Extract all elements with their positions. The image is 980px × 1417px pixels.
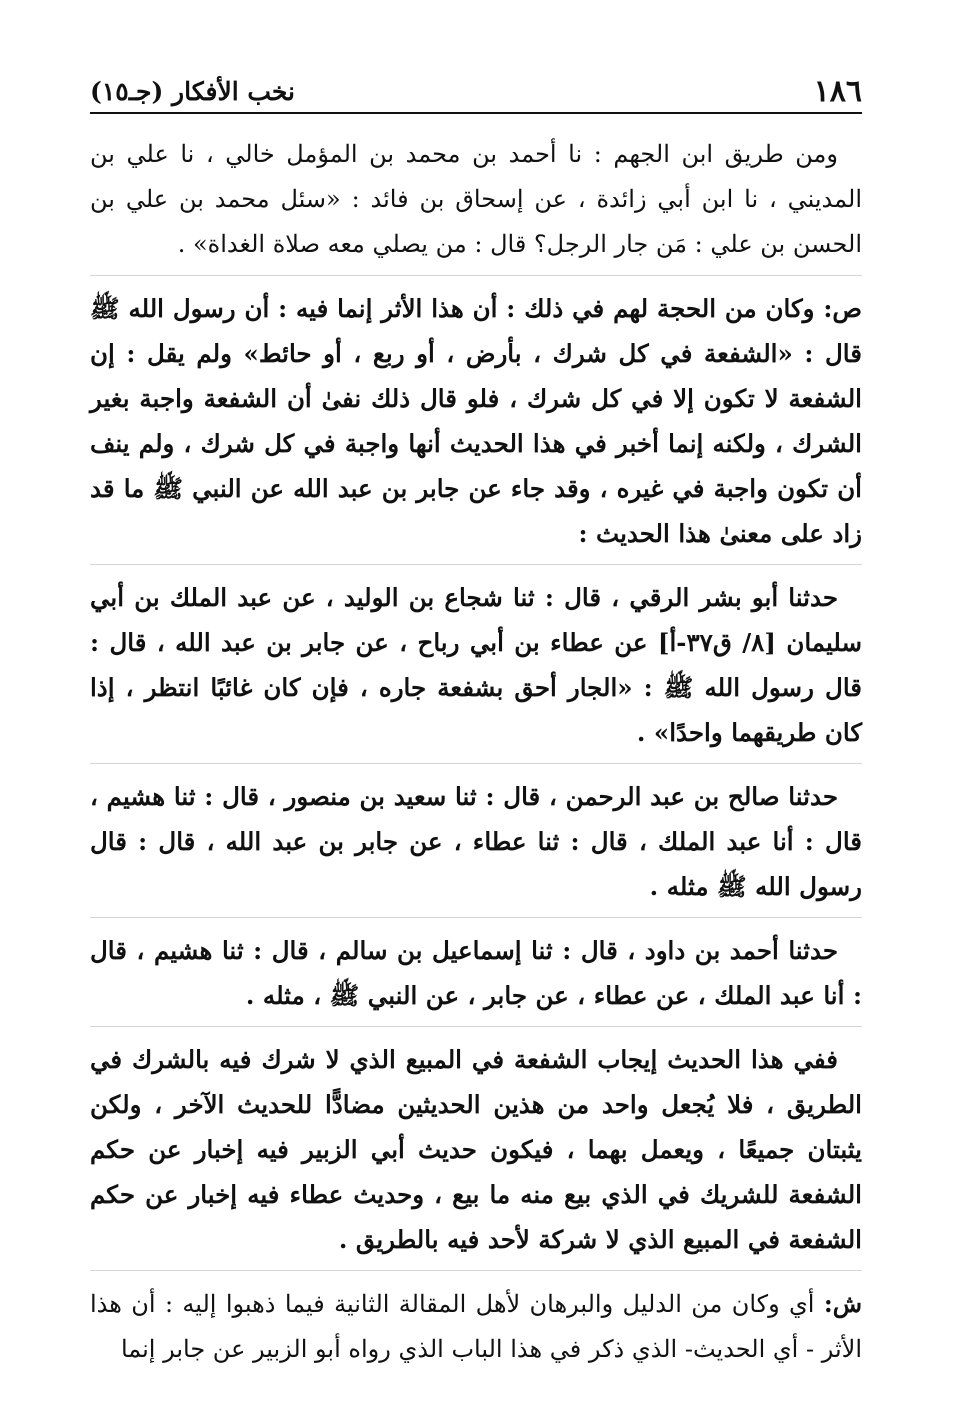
- paragraph-6: [90, 1037, 862, 1262]
- paragraph-text: ففي هذا الحديث إيجاب الشفعة في المبيع الذي لا شرك فيه بالشرك في الطريق ، فلا يُجعل واحد من هذين الحديثين مضادًّا للحديث الآخر ، ولكن يثبتان جميعًا ، ويعمل بهما ، فيكون حديث أبي الزبير فيه إخبار عن حكم الشفعة للشريك في الذي بيع منه ما بيع ، وحديث عطاء فيه إخبار عن حكم الشفعة في المبيع الذي لا شركة لأحد فيه بالطريق .: [90, 1045, 862, 1254]
- paragraph-text: وكان من الحجة لهم في ذلك : أن هذا الأثر إنما فيه : أن رسول الله ﷺ قال : «الشفعة في كل شرك ، بأرض ، أو ربع ، أو حائط» ولم يقل : إن الشفعة لا تكون إلا في كل شرك ، فلو قال ذلك نفىٰ أن الشفعة واجبة بغير الشرك ، ولكنه إنما أخبر في هذا الحديث أنها واجبة في كل شرك ، ولم ينف أن تكون واجبة في غيره ، وقد جاء عن جابر بن عبد الله عن النبي ﷺ ما قد زاد على معنىٰ هذا الحديث :: [90, 294, 862, 548]
- paragraph-4: [90, 774, 862, 909]
- paragraph-1: [90, 132, 862, 267]
- body-text: [90, 132, 862, 1372]
- paragraph-divider: [90, 1026, 862, 1027]
- section-marker: ص:: [823, 294, 862, 323]
- paragraph-2: [90, 286, 862, 556]
- page-header: [90, 60, 862, 114]
- running-title: نخب الأفكار (جـ١٥): [90, 77, 296, 106]
- paragraph-7: [90, 1281, 862, 1372]
- paragraph-text: حدثنا أحمد بن داود ، قال : ثنا إسماعيل بن سالم ، قال : ثنا هشيم ، قال : أنا عبد الملك ، عن عطاء ، عن جابر ، عن النبي ﷺ ، مثله .: [90, 936, 862, 1010]
- page-number: ١٨٦: [813, 74, 862, 109]
- paragraph-divider: [90, 763, 862, 764]
- paragraph-5: [90, 928, 862, 1018]
- paragraph-text: حدثنا أبو بشر الرقي ، قال : ثنا شجاع بن الوليد ، عن عبد الملك بن أبي سليمان [٨/ ق٣٧-أ] عن عطاء بن أبي رباح ، عن جابر بن عبد الله ، قال : قال رسول الله ﷺ : «الجار أحق بشفعة جاره ، فإن كان غائبًا انتظر ، إذا كان طريقهما واحدًا» .: [90, 583, 862, 747]
- paragraph-divider: [90, 275, 862, 276]
- paragraph-divider: [90, 917, 862, 918]
- paragraph-text: ومن طريق ابن الجهم : نا أحمد بن محمد بن المؤمل خالي ، نا علي بن المديني ، نا ابن أبي زائدة ، عن إسحاق بن فائد : «سئل محمد بن علي بن الحسن بن علي : مَن جار الرجل؟ قال : من يصلي معه صلاة الغداة» .: [90, 140, 862, 258]
- paragraph-text: حدثنا صالح بن عبد الرحمن ، قال : ثنا سعيد بن منصور ، قال : ثنا هشيم ، قال : أنا عبد الملك ، قال : ثنا عطاء ، عن جابر بن عبد الله ، قال : قال رسول الله ﷺ مثله .: [90, 782, 862, 901]
- paragraph-divider: [90, 564, 862, 565]
- section-marker: ش:: [823, 1289, 862, 1318]
- paragraph-text: أي وكان من الدليل والبرهان لأهل المقالة الثانية فيما ذهبوا إليه : أن هذا الأثر - أي الحديث- الذي ذكر في هذا الباب الذي رواه أبو الزبير عن جابر إنما: [90, 1290, 862, 1363]
- paragraph-3: [90, 575, 862, 755]
- paragraph-divider: [90, 1270, 862, 1271]
